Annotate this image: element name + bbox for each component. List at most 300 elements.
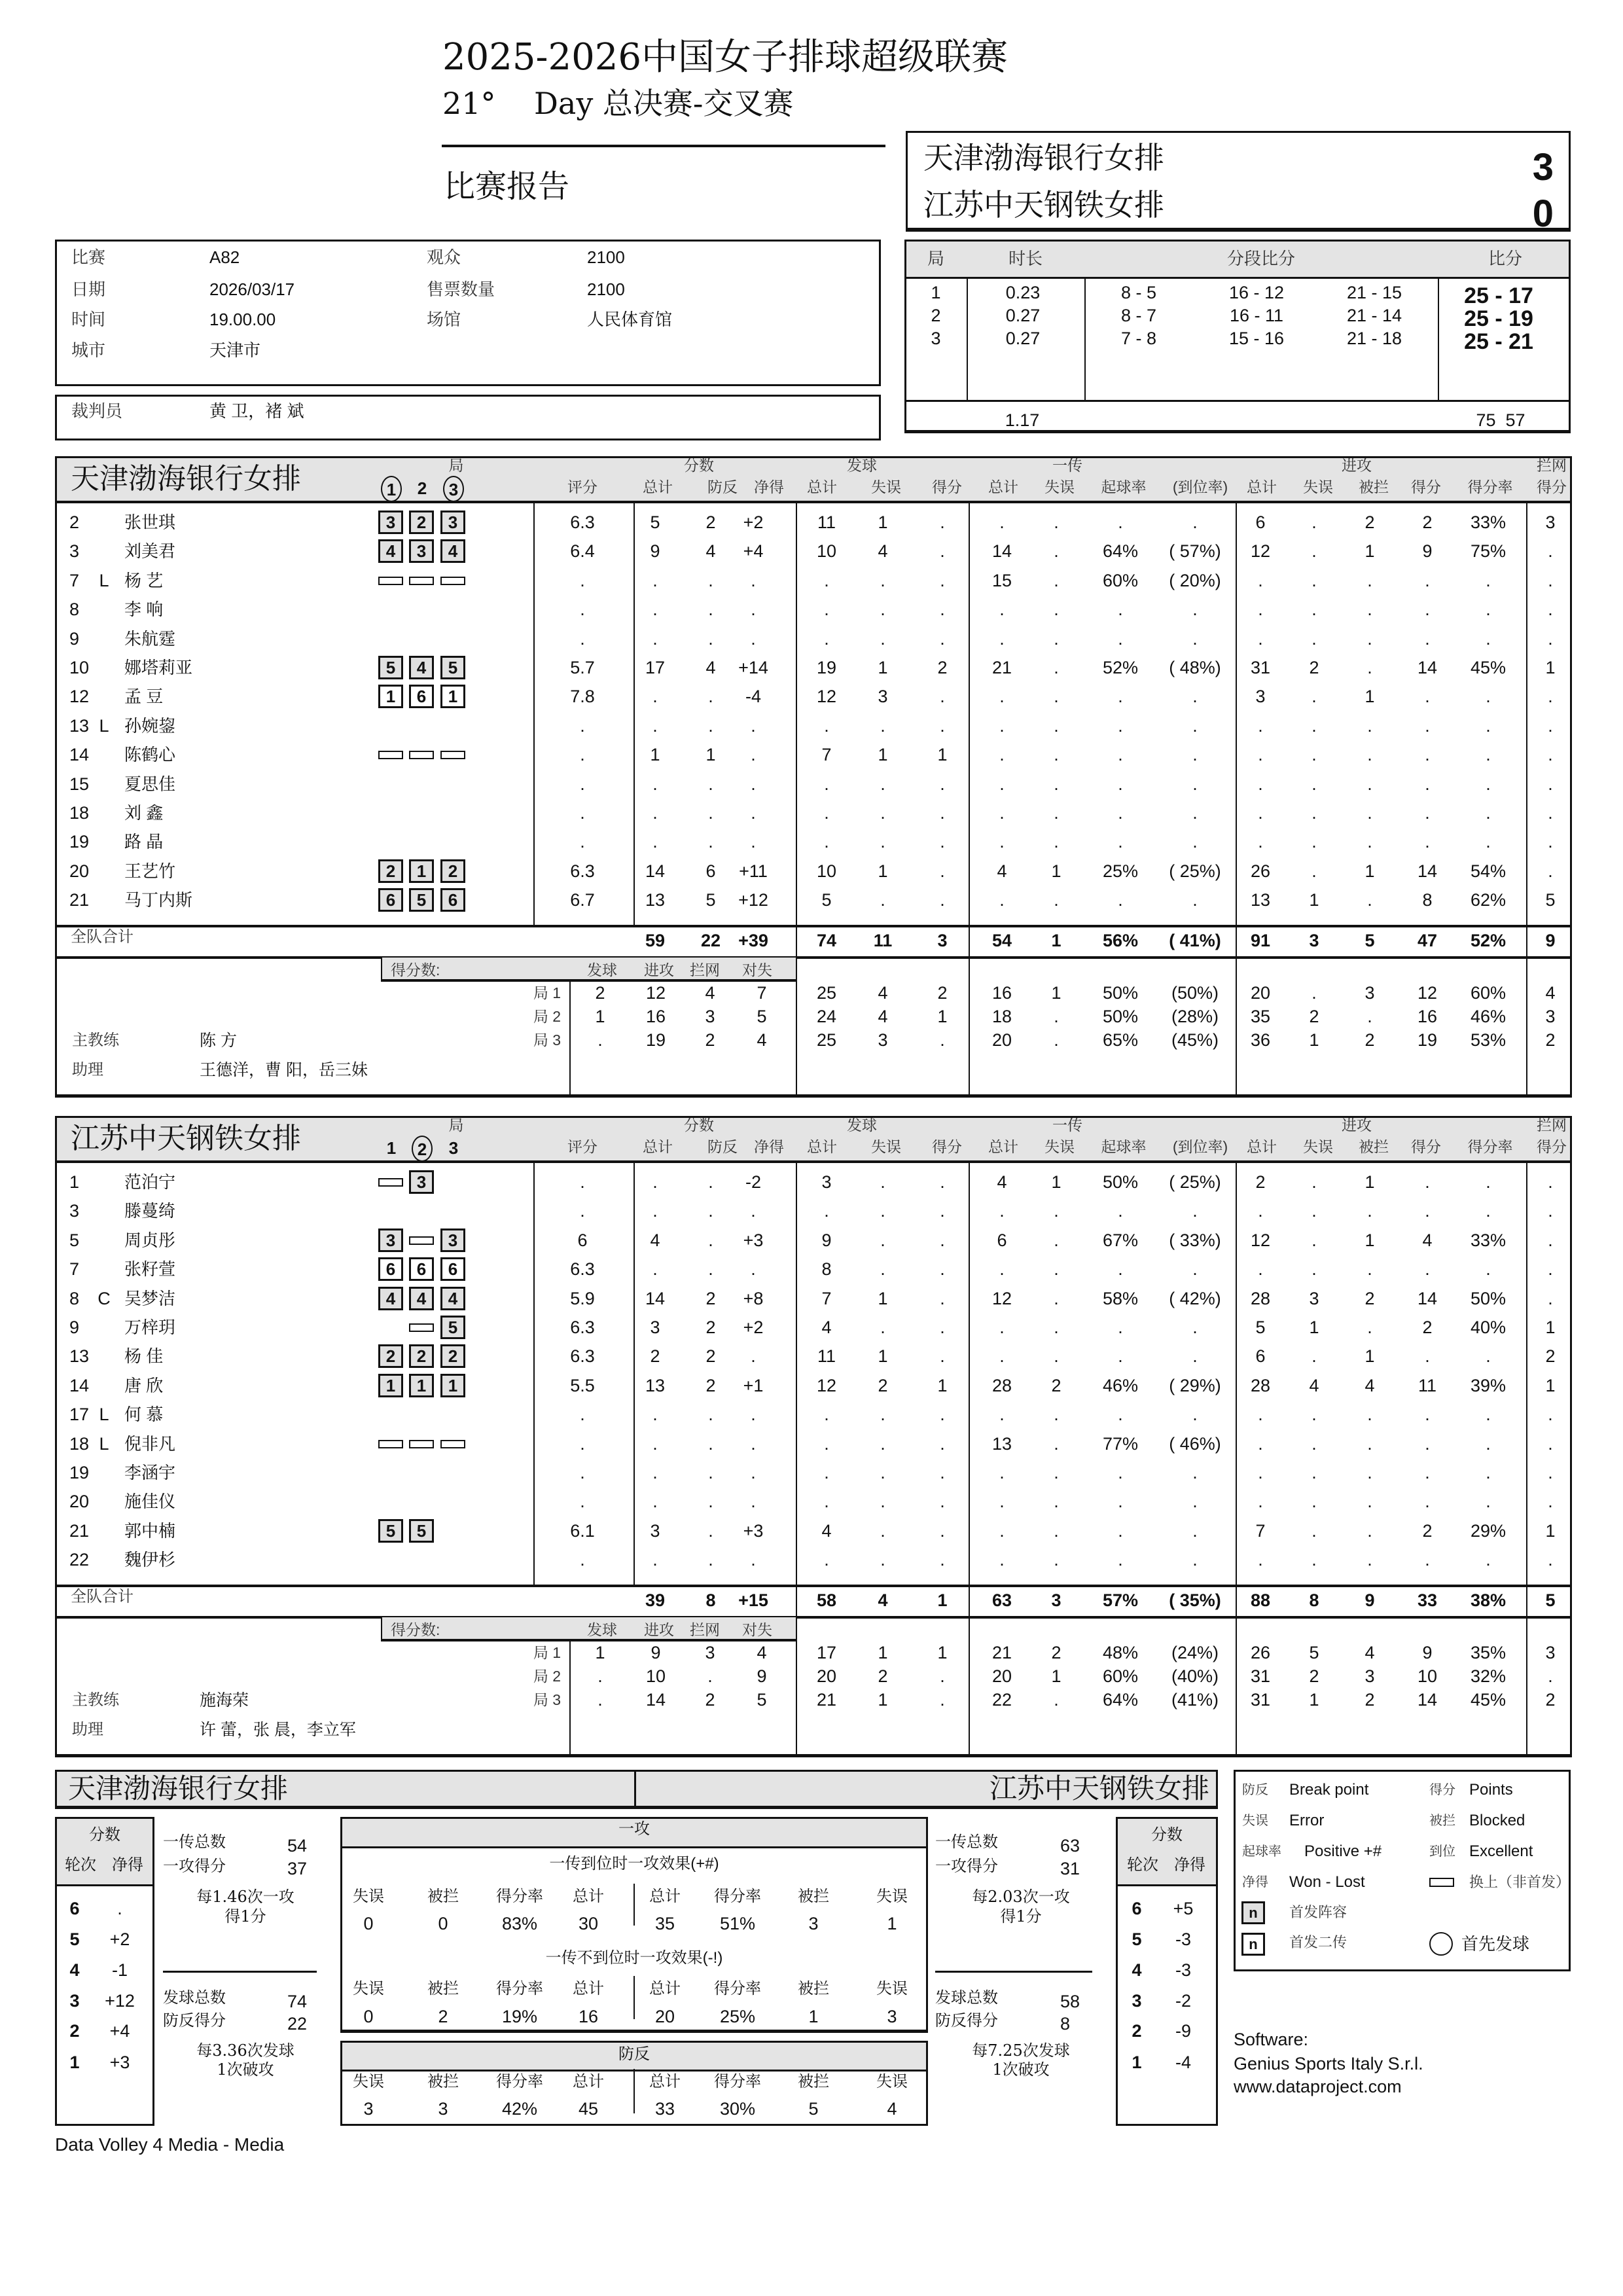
stat-serve: . bbox=[940, 541, 945, 561]
set-att: 5 bbox=[1309, 1643, 1319, 1662]
set-duration: 0.27 bbox=[1005, 329, 1041, 348]
jersey-number: 19 bbox=[69, 1463, 90, 1482]
set-points: . bbox=[707, 1666, 713, 1686]
column-group-attack: 进攻 bbox=[1342, 457, 1372, 474]
stat-att: . bbox=[1311, 832, 1317, 852]
stat-recv: ( 33%) bbox=[1169, 1230, 1221, 1250]
stat-pts: 1 bbox=[650, 745, 660, 764]
set-partial-score: 15 - 16 bbox=[1228, 329, 1285, 348]
set-att: 31 bbox=[1250, 1666, 1271, 1686]
stat-att: . bbox=[1425, 1172, 1430, 1192]
set-label: 局 2 bbox=[533, 1008, 561, 1025]
set-recv: 20 bbox=[991, 1030, 1012, 1050]
assistant-coach-label: 助理 bbox=[72, 1061, 103, 1079]
sideout-title: 一攻 bbox=[618, 1820, 650, 1838]
set-att: 16 bbox=[1417, 1007, 1438, 1026]
stat-recv: . bbox=[999, 1521, 1005, 1541]
stat-serve: . bbox=[880, 716, 885, 736]
column-header-attack: 总计 bbox=[1247, 1138, 1277, 1155]
rating: 5.9 bbox=[570, 1289, 595, 1308]
stat-pts: +14 bbox=[738, 658, 768, 677]
total-serve: 58 bbox=[816, 1590, 837, 1610]
column-group-attack: 进攻 bbox=[1342, 1117, 1372, 1134]
stat-pts: . bbox=[652, 1492, 658, 1511]
column-header-points: 评分 bbox=[567, 478, 597, 495]
set-att: . bbox=[1367, 1007, 1372, 1026]
set-score-row bbox=[0, 302, 1623, 329]
jersey-number: 3 bbox=[69, 541, 80, 561]
player-name: 朱航霆 bbox=[124, 629, 176, 649]
stat-serve: . bbox=[940, 1201, 945, 1221]
set-points: 1 bbox=[595, 1643, 605, 1662]
stat-att: 40% bbox=[1470, 1318, 1507, 1337]
starting-position-box: 5 bbox=[378, 656, 403, 679]
info-label: 观众 bbox=[427, 247, 461, 267]
set-final-score: 25 - 21 bbox=[1464, 329, 1533, 354]
column-group-reception: 一传 bbox=[1052, 457, 1082, 474]
jersey-number: 18 bbox=[69, 1434, 90, 1454]
stat-recv: . bbox=[1192, 1550, 1198, 1570]
stat-serve: 10 bbox=[816, 861, 837, 881]
sideout-imperfect-value: 1 bbox=[808, 2007, 819, 2026]
stat-att: . bbox=[1311, 803, 1317, 823]
stat-block: 2 bbox=[1545, 1346, 1556, 1366]
stat-att: . bbox=[1258, 1463, 1263, 1482]
player-name: 范泊宁 bbox=[124, 1172, 176, 1192]
stat-pts: +11 bbox=[739, 861, 768, 881]
column-header-reception: (到位率) bbox=[1172, 1138, 1228, 1155]
stat-block: . bbox=[1548, 687, 1553, 706]
stat-att: . bbox=[1486, 1463, 1491, 1482]
stat-recv: . bbox=[999, 512, 1005, 532]
stat-pts: . bbox=[708, 1492, 713, 1511]
stat-att: . bbox=[1367, 1521, 1372, 1541]
rotation-col-label: 轮次 bbox=[1127, 1856, 1158, 1874]
set-serve: 1 bbox=[937, 1643, 948, 1662]
column-header-points: 评分 bbox=[567, 1138, 597, 1155]
rotation-net-points: -3 bbox=[1175, 1929, 1191, 1949]
totals-label: 全队合计 bbox=[71, 928, 134, 946]
stat-att: 1 bbox=[1309, 1318, 1319, 1337]
stat-serve: . bbox=[880, 1201, 885, 1221]
set-label: 局 1 bbox=[533, 1644, 561, 1661]
stat-pts: . bbox=[708, 803, 713, 823]
stat-att: 2 bbox=[1364, 1289, 1375, 1308]
set-breakdown-row bbox=[0, 980, 1623, 1006]
stat-att: 1 bbox=[1364, 1346, 1375, 1366]
set-att: 31 bbox=[1250, 1690, 1271, 1710]
set-recv: (40%) bbox=[1171, 1666, 1219, 1686]
stat-att: 7 bbox=[1255, 1521, 1266, 1541]
stat-serve: 4 bbox=[821, 1318, 832, 1337]
player-row bbox=[0, 1285, 1623, 1312]
set-points: 19 bbox=[645, 1030, 666, 1050]
set-recv: 64% bbox=[1102, 1690, 1139, 1710]
stat-pts: 6 bbox=[705, 861, 716, 881]
substitute-marker bbox=[378, 1178, 403, 1187]
stat-att: 28 bbox=[1250, 1289, 1271, 1308]
stat-recv: . bbox=[1054, 512, 1059, 532]
summary-home-name: 天津渤海银行女排 bbox=[68, 1772, 289, 1804]
info-label: 场馆 bbox=[427, 310, 461, 329]
set-recv: . bbox=[1054, 1690, 1059, 1710]
home-sideout-ratio: 每1.46次一攻 bbox=[196, 1888, 294, 1906]
stat-recv: . bbox=[1054, 1289, 1059, 1308]
stat-att: . bbox=[1425, 1346, 1430, 1366]
stat-recv: . bbox=[1054, 803, 1059, 823]
home-break-ratio: 每3.36次发球 bbox=[196, 2041, 294, 2060]
home-sideout-points-label: 一攻得分 bbox=[163, 1857, 226, 1875]
stat-pts: 4 bbox=[705, 541, 716, 561]
stat-block: . bbox=[1548, 629, 1553, 649]
set-att: 2 bbox=[1309, 1007, 1319, 1026]
set-serve: 24 bbox=[816, 1007, 837, 1026]
stat-att: 29% bbox=[1470, 1521, 1507, 1541]
stat-pts: . bbox=[652, 1259, 658, 1279]
set-group-label: 局 bbox=[448, 1117, 464, 1134]
total-serve: 74 bbox=[816, 931, 837, 950]
rating: 6.3 bbox=[570, 1346, 595, 1366]
rotation-net-points: -9 bbox=[1175, 2021, 1191, 2041]
info-label: 比赛 bbox=[71, 247, 106, 267]
starting-position-box: 3 bbox=[440, 1229, 465, 1252]
stat-serve: . bbox=[940, 1289, 945, 1308]
stat-att: . bbox=[1258, 745, 1263, 764]
column-header-reception: (到位率) bbox=[1172, 478, 1228, 495]
set-block: 2 bbox=[1545, 1030, 1556, 1050]
stat-att: . bbox=[1486, 600, 1491, 619]
stat-pts: 13 bbox=[645, 1376, 666, 1395]
stat-serve: . bbox=[940, 1259, 945, 1279]
legend-value: 换上（非首发） bbox=[1469, 1874, 1571, 1890]
player-row bbox=[0, 1314, 1623, 1340]
legend-key: 防反 bbox=[1242, 1783, 1268, 1797]
home-sets-won: 3 bbox=[1532, 146, 1554, 188]
column-header-reception: 起球率 bbox=[1101, 478, 1147, 495]
total-pts: 59 bbox=[645, 931, 666, 950]
head-coach-label: 主教练 bbox=[72, 1691, 119, 1709]
stat-att: 6 bbox=[1255, 512, 1266, 532]
column-header-attack: 被拦 bbox=[1359, 478, 1389, 495]
stat-pts: . bbox=[708, 1550, 713, 1570]
stat-pts: 5 bbox=[705, 890, 716, 910]
sideout-imperfect-value: 20 bbox=[654, 2007, 675, 2026]
duration-header: 时长 bbox=[1008, 249, 1043, 268]
stat-serve: . bbox=[880, 1318, 885, 1337]
stat-recv: . bbox=[999, 1550, 1005, 1570]
substitute-marker bbox=[409, 1236, 434, 1245]
set-att: 32% bbox=[1470, 1666, 1507, 1686]
stat-serve: 1 bbox=[937, 1376, 948, 1395]
starting-setter-position-box: 6 bbox=[409, 1257, 434, 1281]
stat-att: 1 bbox=[1364, 541, 1375, 561]
stat-serve: . bbox=[824, 1434, 829, 1454]
breakdown-col-opp-error: 对失 bbox=[742, 961, 772, 978]
stat-recv: . bbox=[1118, 1201, 1123, 1221]
stat-att: . bbox=[1311, 1405, 1317, 1424]
set-att: 19 bbox=[1417, 1030, 1438, 1050]
stat-att: 1 bbox=[1309, 890, 1319, 910]
stat-recv: . bbox=[1054, 658, 1059, 677]
column-header-serve: 失误 bbox=[871, 1138, 901, 1155]
stat-att: 39% bbox=[1470, 1376, 1507, 1395]
player-name: 杨 艺 bbox=[124, 571, 164, 590]
away-team-name: 江苏中天钢铁女排 bbox=[923, 187, 1164, 223]
player-row bbox=[0, 538, 1623, 564]
stat-recv: . bbox=[1192, 745, 1198, 764]
sideout-imperfect-value: 3 bbox=[887, 2007, 897, 2026]
stat-pts: . bbox=[652, 1172, 658, 1192]
stat-recv: . bbox=[1054, 1405, 1059, 1424]
set-label: 局 3 bbox=[533, 1691, 561, 1708]
stat-recv: . bbox=[1192, 832, 1198, 852]
player-name: 吴梦洁 bbox=[124, 1289, 176, 1308]
stat-att: . bbox=[1311, 1201, 1317, 1221]
rotation-net-points: +4 bbox=[109, 2021, 130, 2041]
stat-block: 1 bbox=[1545, 1318, 1556, 1337]
sideout-imperfect-title: 一传不到位时一攻效果(-!) bbox=[545, 1949, 723, 1967]
footer-credit: Data Volley 4 Media - Media bbox=[55, 2134, 285, 2155]
stat-recv: . bbox=[1118, 890, 1123, 910]
starting-position-box: 4 bbox=[409, 1287, 434, 1310]
set-recv: 65% bbox=[1102, 1030, 1139, 1050]
stat-pts: . bbox=[708, 600, 713, 619]
set-points: 4 bbox=[757, 1643, 767, 1662]
team-totals-row bbox=[0, 927, 1623, 954]
set-att: 36 bbox=[1250, 1030, 1271, 1050]
player-row bbox=[0, 742, 1623, 768]
player-name: 刘 鑫 bbox=[124, 803, 164, 823]
stat-recv: . bbox=[1118, 512, 1123, 532]
referees-names: 黄 卫，褚 斌 bbox=[209, 401, 304, 421]
stat-recv: . bbox=[1054, 1230, 1059, 1250]
breakdown-col-opp-error: 对失 bbox=[742, 1621, 772, 1638]
set-partial-score: 21 - 14 bbox=[1346, 306, 1402, 325]
stat-att: 2 bbox=[1422, 512, 1433, 532]
stat-pts: . bbox=[652, 1463, 658, 1482]
player-name: 马丁内斯 bbox=[124, 890, 193, 910]
stat-att: . bbox=[1258, 832, 1263, 852]
stat-serve: . bbox=[880, 1230, 885, 1250]
breakpoint-col-label: 总计 bbox=[573, 2073, 604, 2090]
starting-position-box: 5 bbox=[440, 656, 465, 679]
column-header-serve: 失误 bbox=[871, 478, 901, 495]
stat-serve: . bbox=[940, 1434, 945, 1454]
stat-att: . bbox=[1425, 803, 1430, 823]
first-serve-set-number: 1 bbox=[381, 476, 402, 502]
stat-recv: . bbox=[1054, 1201, 1059, 1221]
info-value: 19.00.00 bbox=[209, 310, 276, 329]
stat-att: 12 bbox=[1250, 541, 1271, 561]
away-breakpoints: 8 bbox=[1060, 2014, 1071, 2034]
stat-pts: . bbox=[652, 687, 658, 706]
set-final-score: 25 - 19 bbox=[1464, 306, 1533, 331]
column-header-points: 防反 bbox=[707, 1138, 738, 1155]
set-points: 5 bbox=[757, 1690, 767, 1710]
rating: 6.4 bbox=[570, 541, 595, 561]
stat-serve: . bbox=[940, 1463, 945, 1482]
set-att: 2 bbox=[1364, 1690, 1375, 1710]
stat-block: . bbox=[1548, 1434, 1553, 1454]
head-coach-label: 主教练 bbox=[72, 1031, 119, 1049]
stat-att: . bbox=[1367, 571, 1372, 590]
starting-position-box: 4 bbox=[378, 1287, 403, 1310]
stat-att: . bbox=[1258, 629, 1263, 649]
jersey-number: 8 bbox=[69, 600, 80, 619]
breakpoint-col-label: 总计 bbox=[649, 2073, 681, 2090]
player-row bbox=[0, 829, 1623, 855]
starting-setter-position-box: 6 bbox=[378, 1257, 403, 1281]
stat-att: . bbox=[1367, 1434, 1372, 1454]
player-name: 孟 豆 bbox=[124, 687, 164, 706]
stat-pts: . bbox=[708, 716, 713, 736]
breakpoint-value: 42% bbox=[501, 2099, 538, 2119]
player-name: 李涵宇 bbox=[124, 1463, 176, 1482]
stat-pts: . bbox=[708, 1521, 713, 1541]
stat-att: 54% bbox=[1470, 861, 1507, 881]
sideout-imperfect-value: 16 bbox=[578, 2007, 599, 2026]
rating: . bbox=[580, 1172, 585, 1192]
stat-serve: . bbox=[824, 1463, 829, 1482]
stat-pts: . bbox=[652, 716, 658, 736]
total-pts: 8 bbox=[705, 1590, 716, 1610]
team-name: 天津渤海银行女排 bbox=[71, 462, 301, 495]
breakdown-col-attack: 进攻 bbox=[644, 961, 674, 978]
stat-pts: . bbox=[652, 803, 658, 823]
total-pts: 22 bbox=[700, 931, 721, 950]
stat-recv: 67% bbox=[1102, 1230, 1139, 1250]
column-group-points: 分数 bbox=[684, 1117, 714, 1134]
starting-position-box: 2 bbox=[440, 859, 465, 883]
info-value: 2100 bbox=[587, 279, 625, 299]
software-label: Software: bbox=[1234, 2030, 1309, 2049]
referee-box bbox=[55, 395, 881, 440]
set-partial-score: 7 - 8 bbox=[1120, 329, 1157, 348]
player-name: 张籽萱 bbox=[124, 1259, 176, 1279]
stat-recv: 4 bbox=[997, 1172, 1007, 1192]
player-name: 周贞彤 bbox=[124, 1230, 176, 1250]
stat-recv: . bbox=[1054, 1318, 1059, 1337]
total-pts: +39 bbox=[738, 931, 768, 950]
stat-att: . bbox=[1311, 774, 1317, 794]
stat-recv: 14 bbox=[991, 541, 1012, 561]
stat-att: 1 bbox=[1364, 1230, 1375, 1250]
substitute-marker bbox=[409, 1440, 434, 1448]
player-name: 陈鹤心 bbox=[124, 745, 176, 764]
set-recv: 22 bbox=[991, 1690, 1012, 1710]
stat-pts: . bbox=[708, 1172, 713, 1192]
stat-att: . bbox=[1258, 774, 1263, 794]
stat-serve: 19 bbox=[816, 658, 837, 677]
stat-recv: . bbox=[1054, 1346, 1059, 1366]
stat-att: 3 bbox=[1309, 1289, 1319, 1308]
stat-pts: 2 bbox=[705, 1346, 716, 1366]
breakpoint-value: 3 bbox=[363, 2099, 374, 2119]
stat-serve: . bbox=[880, 571, 885, 590]
total-att: 38% bbox=[1470, 1590, 1507, 1610]
set-block: 4 bbox=[1545, 983, 1556, 1003]
set-recv: 1 bbox=[1051, 983, 1061, 1003]
stat-att: . bbox=[1425, 1434, 1430, 1454]
stat-pts: . bbox=[708, 1434, 713, 1454]
stat-serve: 11 bbox=[817, 512, 836, 532]
stat-serve: . bbox=[940, 600, 945, 619]
stat-recv: 15 bbox=[991, 571, 1012, 590]
stat-pts: . bbox=[751, 600, 756, 619]
assistant-coach-names: 王德洋，曹 阳，岳三妹 bbox=[200, 1061, 368, 1079]
stat-recv: 1 bbox=[1051, 1172, 1061, 1192]
stat-recv: ( 25%) bbox=[1169, 1172, 1221, 1192]
stat-att: . bbox=[1425, 774, 1430, 794]
stat-recv: 58% bbox=[1102, 1289, 1139, 1308]
substitute-marker bbox=[409, 751, 434, 759]
stat-pts: 9 bbox=[650, 541, 660, 561]
starting-position-box: 2 bbox=[440, 1344, 465, 1368]
stat-pts: 1 bbox=[705, 745, 716, 764]
stat-pts: 2 bbox=[705, 1318, 716, 1337]
set-breakdown-row bbox=[0, 1003, 1623, 1030]
set-score-row bbox=[0, 325, 1623, 354]
home-sideout-ratio-2: 得1分 bbox=[224, 1907, 266, 1926]
column-header-reception: 失误 bbox=[1044, 478, 1075, 495]
player-row bbox=[0, 1343, 1623, 1369]
sideout-perfect-col-label: 得分率 bbox=[496, 1888, 543, 1905]
stat-recv: . bbox=[1118, 774, 1123, 794]
stat-block: . bbox=[1548, 774, 1553, 794]
sideout-perfect-value: 0 bbox=[438, 1914, 448, 1933]
stat-pts: 2 bbox=[705, 1289, 716, 1308]
set-att: 10 bbox=[1417, 1666, 1438, 1686]
rating: 6.1 bbox=[570, 1521, 595, 1541]
set-points: 9 bbox=[651, 1643, 661, 1662]
set-att: 14 bbox=[1417, 1690, 1438, 1710]
stat-serve: 1 bbox=[937, 745, 948, 764]
stat-att: . bbox=[1425, 1259, 1430, 1279]
stat-recv: . bbox=[999, 745, 1005, 764]
jersey-number: 8 bbox=[69, 1289, 80, 1308]
jersey-number: 19 bbox=[69, 832, 90, 852]
role-badge: L bbox=[99, 571, 109, 590]
player-row bbox=[0, 1547, 1623, 1573]
stat-pts: +3 bbox=[743, 1521, 764, 1541]
stat-att: . bbox=[1311, 716, 1317, 736]
stat-recv: . bbox=[999, 1259, 1005, 1279]
stat-att: . bbox=[1258, 600, 1263, 619]
breakpoint-col-label: 得分率 bbox=[714, 2073, 761, 2090]
substitute-marker bbox=[378, 751, 403, 759]
home-serve-total-label: 发球总数 bbox=[163, 1989, 226, 2007]
away-sets-won: 0 bbox=[1532, 192, 1554, 235]
column-header-serve: 总计 bbox=[807, 478, 837, 495]
stat-serve: . bbox=[940, 716, 945, 736]
sideout-perfect-col-label: 总计 bbox=[649, 1888, 681, 1905]
legend-value: Points bbox=[1469, 1781, 1513, 1799]
total-serve: 1 bbox=[937, 1590, 948, 1610]
stat-serve: 1 bbox=[878, 658, 888, 677]
stat-serve: . bbox=[940, 512, 945, 532]
away-sideout-points-label: 一攻得分 bbox=[935, 1857, 998, 1875]
player-row bbox=[0, 713, 1623, 739]
rating: . bbox=[580, 774, 585, 794]
set-final-score: 25 - 17 bbox=[1464, 283, 1533, 308]
starting-position-box: 4 bbox=[440, 1287, 465, 1310]
stat-att: . bbox=[1311, 1521, 1317, 1541]
report-title: 比赛报告 bbox=[444, 168, 570, 205]
stat-pts: . bbox=[751, 1405, 756, 1424]
stat-att: . bbox=[1486, 832, 1491, 852]
legend-key: 被拦 bbox=[1429, 1814, 1455, 1828]
stat-pts: 17 bbox=[645, 658, 666, 677]
